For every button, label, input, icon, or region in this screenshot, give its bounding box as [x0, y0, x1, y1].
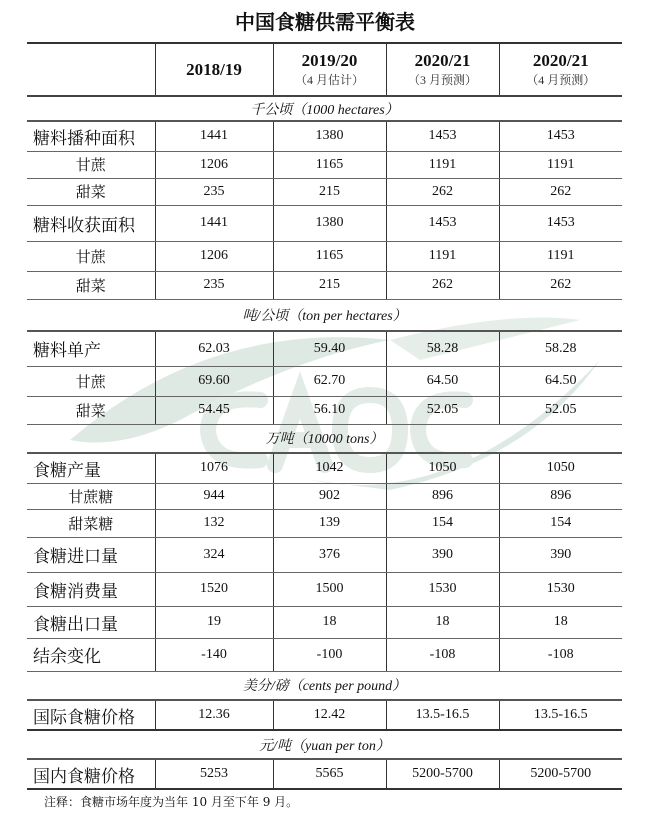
- column-note: （4 月预测）: [526, 73, 596, 87]
- value-cell: 69.60: [155, 366, 273, 396]
- value-cell: 52.05: [386, 396, 499, 424]
- row-label: 甜菜: [27, 178, 155, 205]
- row-label: 食糖产量: [27, 453, 155, 483]
- value-cell: 1206: [155, 241, 273, 271]
- table-row: [27, 271, 622, 299]
- value-cell: 896: [386, 483, 499, 509]
- table-row: [27, 483, 622, 509]
- value-cell: 12.42: [273, 700, 386, 730]
- table-row: [27, 537, 622, 572]
- row-label: 甜菜糖: [27, 509, 155, 537]
- value-cell: 1165: [273, 241, 386, 271]
- value-cell: 1453: [499, 121, 622, 151]
- value-cell: 52.05: [499, 396, 622, 424]
- value-cell: 64.50: [499, 366, 622, 396]
- row-label: 甘蔗: [27, 241, 155, 271]
- unit-row: [27, 730, 622, 759]
- table-row: [27, 509, 622, 537]
- table-row: [27, 366, 622, 396]
- sugar-balance-table: [27, 42, 622, 790]
- value-cell: 1380: [273, 121, 386, 151]
- row-label: 糖料单产: [27, 331, 155, 366]
- value-cell: 262: [386, 178, 499, 205]
- value-cell: 215: [273, 178, 386, 205]
- value-cell: 1441: [155, 121, 273, 151]
- value-cell: 1191: [499, 151, 622, 178]
- row-label: 国内食糖价格: [27, 759, 155, 789]
- page-title: 中国食糖供需平衡表: [235, 10, 415, 34]
- column-year: 2018/19: [186, 59, 242, 79]
- value-cell: 154: [386, 509, 499, 537]
- table-row: [27, 572, 622, 606]
- column-note: （3 月预测）: [407, 73, 477, 87]
- row-label: 食糖消费量: [27, 572, 155, 606]
- row-label: 甘蔗: [27, 151, 155, 178]
- value-cell: 1380: [273, 205, 386, 241]
- table-row: [27, 121, 622, 151]
- value-cell: 902: [273, 483, 386, 509]
- value-cell: 58.28: [386, 331, 499, 366]
- value-cell: 896: [499, 483, 622, 509]
- unit-label: 美分/磅（cents per pound）: [27, 671, 622, 700]
- column-header: [155, 43, 273, 96]
- row-label: 食糖出口量: [27, 606, 155, 638]
- value-cell: -140: [155, 638, 273, 671]
- value-cell: 1191: [386, 241, 499, 271]
- table-wrapper: [27, 42, 622, 810]
- unit-row: [27, 299, 622, 331]
- value-cell: 390: [386, 537, 499, 572]
- column-note: （4 月估计）: [294, 73, 364, 87]
- row-label: 甜菜: [27, 396, 155, 424]
- value-cell: 62.70: [273, 366, 386, 396]
- value-cell: 1191: [386, 151, 499, 178]
- value-cell: 19: [155, 606, 273, 638]
- unit-label: 元/吨（yuan per ton）: [27, 730, 622, 759]
- table-row: [27, 241, 622, 271]
- value-cell: 1076: [155, 453, 273, 483]
- value-cell: 5200-5700: [499, 759, 622, 789]
- value-cell: 64.50: [386, 366, 499, 396]
- row-label: 甜菜: [27, 271, 155, 299]
- column-year: 2019/20: [301, 51, 358, 70]
- value-cell: 59.40: [273, 331, 386, 366]
- value-cell: 12.36: [155, 700, 273, 730]
- value-cell: 215: [273, 271, 386, 299]
- value-cell: 132: [155, 509, 273, 537]
- unit-label: 万吨（10000 tons）: [27, 424, 622, 453]
- value-cell: 13.5-16.5: [386, 700, 499, 730]
- value-cell: -100: [273, 638, 386, 671]
- header-blank: [27, 43, 155, 96]
- value-cell: 235: [155, 178, 273, 205]
- value-cell: 262: [499, 178, 622, 205]
- table-row: [27, 638, 622, 671]
- unit-label: 千公顷（1000 hectares）: [27, 96, 622, 121]
- table-row: [27, 396, 622, 424]
- table-row: [27, 178, 622, 205]
- unit-row: [27, 96, 622, 121]
- row-label: 甘蔗糖: [27, 483, 155, 509]
- unit-label: 吨/公顷（ton per hectares）: [27, 299, 622, 331]
- value-cell: 1165: [273, 151, 386, 178]
- value-cell: 1453: [386, 205, 499, 241]
- column-year: 2020/21: [532, 51, 589, 70]
- table-row: [27, 331, 622, 366]
- value-cell: 1520: [155, 572, 273, 606]
- value-cell: 54.45: [155, 396, 273, 424]
- value-cell: 18: [499, 606, 622, 638]
- table-row: [27, 606, 622, 638]
- unit-row: [27, 671, 622, 700]
- row-label: 结余变化: [27, 638, 155, 671]
- value-cell: 62.03: [155, 331, 273, 366]
- value-cell: 376: [273, 537, 386, 572]
- value-cell: 13.5-16.5: [499, 700, 622, 730]
- value-cell: 390: [499, 537, 622, 572]
- table-row: [27, 205, 622, 241]
- column-header: [386, 43, 499, 96]
- row-label: 糖料收获面积: [27, 205, 155, 241]
- value-cell: 1050: [386, 453, 499, 483]
- value-cell: 5253: [155, 759, 273, 789]
- value-cell: 154: [499, 509, 622, 537]
- value-cell: 58.28: [499, 331, 622, 366]
- value-cell: 1453: [386, 121, 499, 151]
- column-header: [499, 43, 622, 96]
- header-row: [27, 43, 622, 96]
- row-label: 国际食糖价格: [27, 700, 155, 730]
- row-label: 甘蔗: [27, 366, 155, 396]
- value-cell: -108: [386, 638, 499, 671]
- value-cell: 944: [155, 483, 273, 509]
- value-cell: 18: [273, 606, 386, 638]
- unit-row: [27, 424, 622, 453]
- value-cell: 1453: [499, 205, 622, 241]
- value-cell: 139: [273, 509, 386, 537]
- value-cell: 56.10: [273, 396, 386, 424]
- value-cell: 262: [499, 271, 622, 299]
- value-cell: 1441: [155, 205, 273, 241]
- value-cell: -108: [499, 638, 622, 671]
- value-cell: 5200-5700: [386, 759, 499, 789]
- column-header: [273, 43, 386, 96]
- value-cell: 262: [386, 271, 499, 299]
- value-cell: 18: [386, 606, 499, 638]
- value-cell: 1050: [499, 453, 622, 483]
- table-row: [27, 453, 622, 483]
- value-cell: 235: [155, 271, 273, 299]
- column-year: 2020/21: [414, 51, 471, 70]
- value-cell: 1530: [499, 572, 622, 606]
- row-label: 糖料播种面积: [27, 121, 155, 151]
- value-cell: 1191: [499, 241, 622, 271]
- value-cell: 1042: [273, 453, 386, 483]
- value-cell: 324: [155, 537, 273, 572]
- value-cell: 1500: [273, 572, 386, 606]
- row-label: 食糖进口量: [27, 537, 155, 572]
- value-cell: 1530: [386, 572, 499, 606]
- value-cell: 1206: [155, 151, 273, 178]
- value-cell: 5565: [273, 759, 386, 789]
- table-row: [27, 151, 622, 178]
- table-row: [27, 759, 622, 789]
- table-row: [27, 700, 622, 730]
- footnote: 注释：食糖市场年度为当年 10 月至下年 9 月。: [44, 795, 299, 809]
